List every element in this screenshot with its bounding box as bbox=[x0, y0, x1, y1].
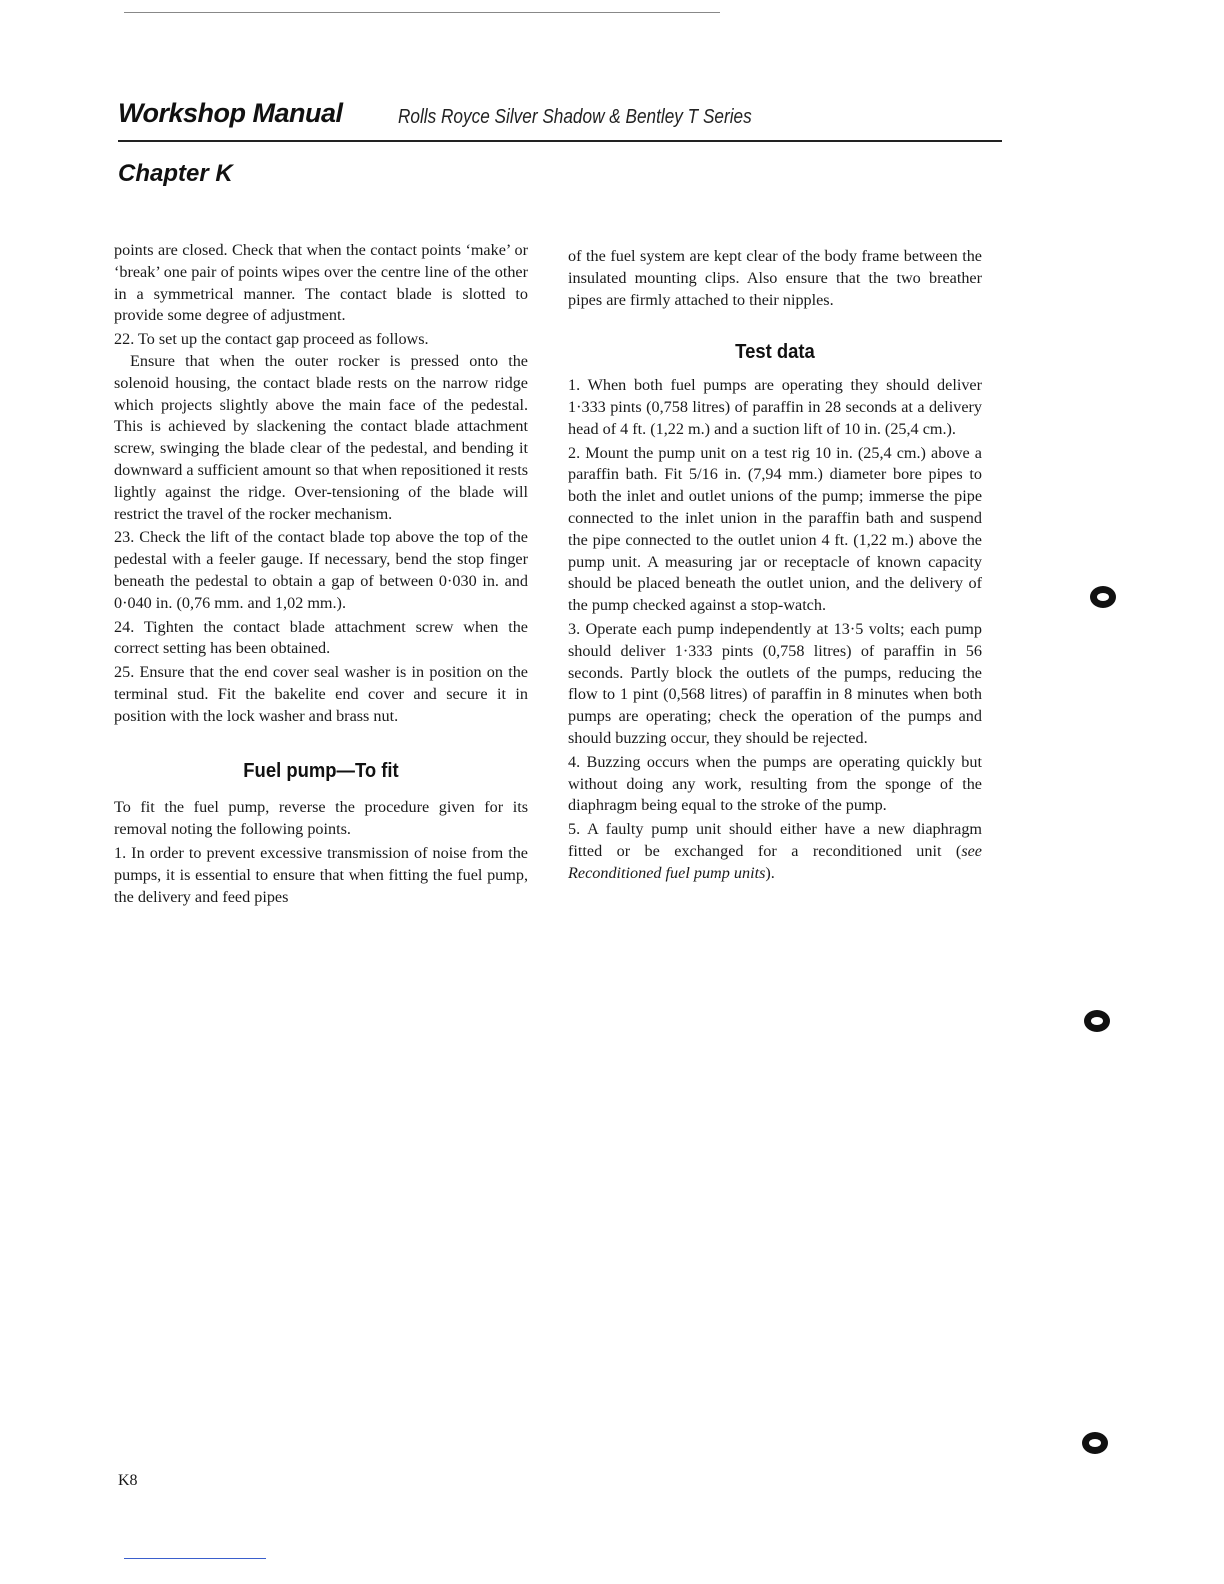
binder-hole-icon bbox=[1084, 1010, 1110, 1032]
step-22-detail: Ensure that when the outer rocker is pressed onto the solenoid housing, the contact blade rests on the narrow ridge which projects slightly above the main face of the pedestal. This is achieved by slackening the contact blade attachment screw, swinging the blade clear of the pedestal, and bending it downward a sufficient amount so that when repositioned it rests lightly against the ridge. Over-tensioning of the blade will restrict the travel of the rocker mechanism. bbox=[114, 351, 528, 523]
test-step-4: 4. Buzzing occurs when the pumps are operating quickly but without doing any work, resulting from the sponge of the diaphragm being equal to the stroke of the pump. bbox=[568, 752, 982, 815]
page-header bbox=[118, 96, 1002, 142]
test-step-5-text: 5. A faulty pump unit should either have a new diaphragm fitted or be exchanged for a reconditioned unit ( bbox=[568, 820, 982, 860]
vehicle-series-subtitle: Rolls Royce Silver Shadow & Bentley T Series bbox=[398, 106, 752, 128]
test-step-5-end: ). bbox=[765, 863, 775, 882]
test-step-2: 2. Mount the pump unit on a test rig 10 in. (25,4 cm.) above a paraffin bath. Fit 5/16 in. (7,94 mm.) diameter bore pipes to both the inlet and outlet unions of the pump; immerse the pipe connected to the inlet union in the paraffin bath and suspend the pipe connected to the outlet union 4 ft. (1,22 m.) above the pump unit. A measuring jar or receptacle of known capacity should be placed beneath the outlet union, and the delivery of the pump checked against a stop-watch. bbox=[568, 443, 982, 615]
test-step-3: 3. Operate each pump independently at 13·5 volts; each pump should deliver 1·333 pints (0,758 litres) of paraffin in 56 seconds. Partly block the outlets of the pumps, reducing the flow to 1 pint (0,568 litres) of paraffin in 8 minutes when both pumps are operating; check the operation of the pumps and should buzzing occur, they should be rejected. bbox=[568, 619, 982, 747]
fit-step-1-continued: of the fuel system are kept clear of the body frame between the insulated mounting clips. Also ensure that the two breather pipes are firmly attached to their nipples. bbox=[568, 247, 982, 309]
cross-reference: see Reconditioned fuel pump units bbox=[568, 841, 982, 882]
step-25: 25. Ensure that the end cover seal washer is in position on the terminal stud. Fit the bakelite end cover and secure it in position with the lock washer and brass nut. bbox=[114, 663, 528, 725]
paragraph-points-closed: points are closed. Check that when the contact points ‘make’ or ‘break’ one pair of points wipes over the centre line of the other in a symmetrical manner. The contact blade is slotted to provide some degree of adjustment. bbox=[114, 241, 528, 325]
right-column bbox=[568, 246, 982, 885]
step-22: 22. To set up the contact gap proceed as follows. bbox=[114, 330, 429, 349]
step-24: 24. Tighten the contact blade attachment screw when the correct setting has been obtained. bbox=[114, 617, 528, 658]
chapter-title: Chapter K bbox=[118, 160, 233, 187]
bottom-scan-rule bbox=[124, 1558, 266, 1559]
fit-step-1: 1. In order to prevent excessive transmission of noise from the pumps, it is essential to ensure that when fitting the fuel pump, the delivery and feed pipes bbox=[114, 843, 528, 906]
top-scan-rule bbox=[124, 12, 720, 13]
step-23: 23. Check the lift of the contact blade top above the top of the pedestal with a feeler gauge. If necessary, bend the stop finger beneath the pedestal to obtain a gap of between 0·030 in. and 0·040 in. (0,76 mm. and 1,02 mm.). bbox=[114, 528, 528, 612]
fit-intro: To fit the fuel pump, reverse the procedure given for its removal noting the following points. bbox=[114, 798, 528, 839]
binder-hole-icon bbox=[1082, 1432, 1108, 1454]
test-step-5 bbox=[568, 819, 982, 884]
section-heading-test-data: Test data bbox=[735, 340, 815, 364]
manual-title: Workshop Manual bbox=[118, 98, 343, 128]
test-step-1: 1. When both fuel pumps are operating they should deliver 1·333 pints (0,758 litres) of paraffin in 28 seconds at a delivery head of 4 ft. (1,22 m.) and a suction lift of 10 in. (25,4 cm.). bbox=[568, 376, 982, 438]
section-heading-fuel-pump-to-fit: Fuel pump—To fit bbox=[243, 758, 399, 782]
page-number: K8 bbox=[118, 1472, 138, 1489]
binder-hole-icon bbox=[1090, 586, 1116, 608]
left-column bbox=[114, 240, 528, 908]
